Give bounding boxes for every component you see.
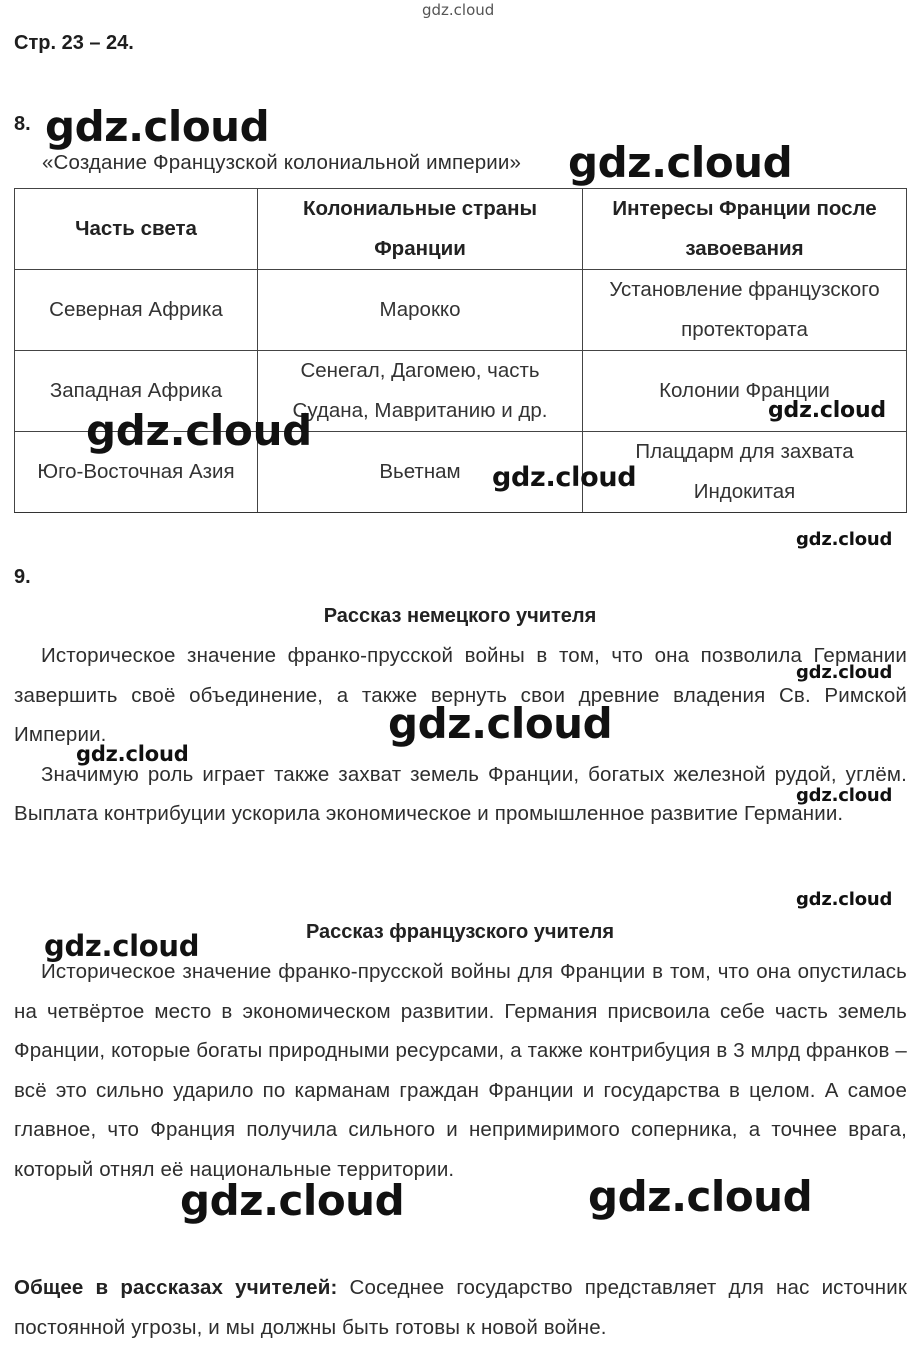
- watermark: gdz.cloud: [180, 1176, 405, 1225]
- table-cell: Сенегал, Дагомею, часть Судана, Мавританию и др.: [258, 351, 583, 432]
- french-story: [14, 952, 907, 1190]
- table-cell: Юго-Восточная Азия: [15, 432, 258, 513]
- table-cell: Плацдарм для захвата Индокитая: [583, 432, 907, 513]
- header-cell: Часть света: [15, 189, 258, 270]
- table-cell: Марокко: [258, 270, 583, 351]
- watermark: gdz.cloud: [796, 785, 893, 806]
- german-paragraph-2: Значимую роль играет также захват земель Франции, богатых железной рудой, углём. Выплата контрибуции ускорила экономическое и промышленное развитие Германии.: [14, 762, 907, 826]
- watermark: gdz.cloud: [86, 406, 312, 455]
- watermark: gdz.cloud: [796, 889, 893, 910]
- table-cell: Колонии Франции: [583, 351, 907, 432]
- table-header-row: [15, 189, 907, 270]
- table-row: [15, 270, 907, 351]
- watermark: gdz.cloud: [568, 138, 793, 187]
- header-cell: Интересы Франции после завоевания: [583, 189, 907, 270]
- german-story-title: Рассказ немецкого учителя: [323, 605, 597, 627]
- watermark: gdz.cloud: [796, 662, 893, 683]
- colonial-table: [14, 188, 907, 513]
- watermark: gdz.cloud: [388, 699, 613, 748]
- header-cell: Колониальные страны Франции: [258, 189, 583, 270]
- task-9-number: 9.: [14, 566, 31, 588]
- watermark: gdz.cloud: [76, 742, 189, 766]
- table-cell: Западная Африка: [15, 351, 258, 432]
- task-8-number: 8.: [14, 113, 31, 135]
- common-label: Общее в рассказах учителей:: [14, 1276, 338, 1299]
- common-conclusion: [14, 1268, 907, 1347]
- watermark: gdz.cloud: [796, 529, 893, 550]
- watermark: gdz.cloud: [45, 102, 270, 151]
- table-cell: Установление французского протектората: [583, 270, 907, 351]
- table-cell: Северная Африка: [15, 270, 258, 351]
- table-caption: «Создание Французской колониальной империи»: [42, 151, 522, 174]
- page-range: Стр. 23 – 24.: [14, 32, 134, 54]
- watermark: gdz.cloud: [422, 1, 495, 19]
- french-story-title: Рассказ французского учителя: [305, 921, 615, 943]
- common-text: Соседнее государство представляет для нас источник постоянной угрозы, и мы должны быть готовы к новой войне.: [14, 1276, 907, 1339]
- table-cell: Вьетнам: [258, 432, 583, 513]
- watermark: gdz.cloud: [492, 462, 637, 493]
- watermark: gdz.cloud: [44, 929, 200, 963]
- watermark: gdz.cloud: [768, 398, 886, 423]
- german-paragraph-1: Историческое значение франко-прусской войны в том, что она позволила Германии завершить своё объединение, а также вернуть свои древние владения Св. Римской Империи.: [14, 644, 907, 747]
- watermark: gdz.cloud: [588, 1172, 813, 1221]
- french-paragraph-1: Историческое значение франко-прусской войны для Франции в том, что она опустилась на четвёртое место в экономическом развитии. Германия присвоила себе часть земель Франции, которые богаты природными ресурсами, а также контрибуция в 3 млрд франков – всё это сильно ударило по карманам граждан Франции и государства в целом. А самое главное, что Франция получила сильного и непримиримого соперника, а точнее врага, который отнял её национальные территории.: [14, 960, 907, 1181]
